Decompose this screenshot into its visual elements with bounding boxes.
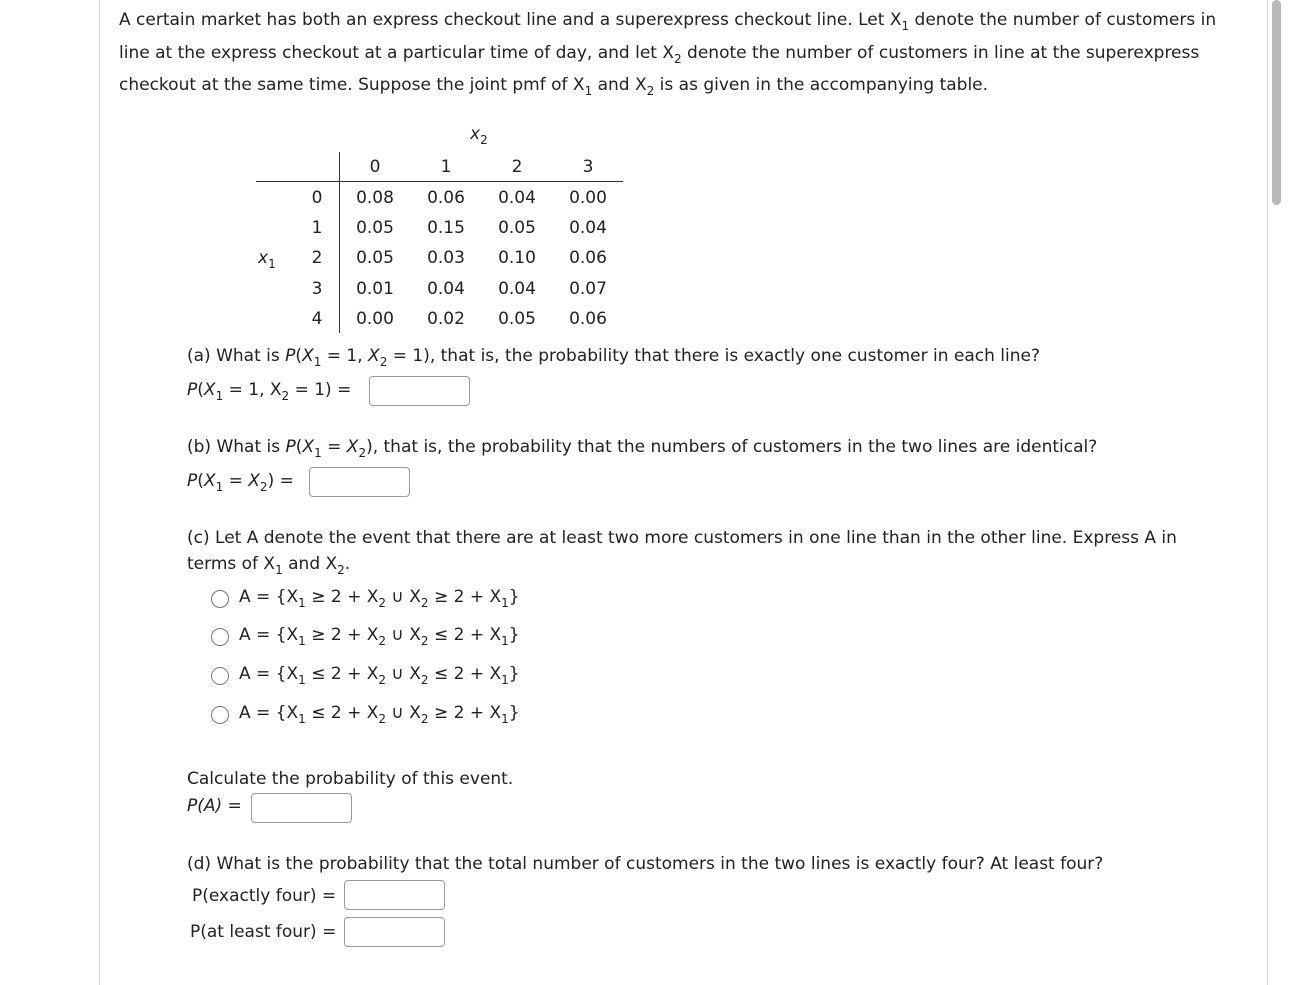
table-cell: 0.10 [498, 248, 536, 268]
table-cell: 0.04 [498, 279, 536, 299]
row-variable-label: $x_1$ [258, 248, 276, 271]
part-a-question: (a) What is $P(X_1 = 1$, $X_2 = 1$), that is, the probability that there is exactly one customer in each line? [187, 346, 1040, 369]
part-d-atleast-label: P(at least four) = [190, 922, 337, 942]
part-d-exact-input[interactable] [344, 880, 445, 910]
row-header: 1 [311, 218, 323, 238]
table-cell: 0.06 [569, 309, 607, 329]
part-c-answer-label: P(A) = [187, 796, 242, 816]
part-d-atleast-input[interactable] [344, 917, 445, 947]
col-header: 3 [582, 157, 594, 177]
col-header: 0 [369, 157, 381, 177]
row-header: 0 [311, 188, 323, 208]
radio-button[interactable] [211, 667, 229, 685]
col-header: 1 [440, 157, 452, 177]
table-header-rule [256, 181, 623, 182]
part-c-calc-label: Calculate the probability of this event. [187, 769, 514, 789]
row-header: 4 [311, 309, 323, 329]
intro-line-2: line at the express checkout at a particular time of day, and let $X_2$ denote the number of customers in line at the superexpress [119, 42, 1200, 66]
radio-button[interactable] [211, 706, 229, 724]
table-cell: 0.05 [498, 218, 536, 238]
table-cell: 0.00 [356, 309, 394, 329]
part-d-exact-label: P(exactly four) = [192, 886, 337, 906]
table-cell: 0.07 [569, 279, 607, 299]
option-label: $A = \{X_1 \ge 2 + X_2$ ∪ $X_2 \ge 2 + X_1$} [239, 587, 520, 610]
table-cell: 0.01 [356, 279, 394, 299]
content-border-left [99, 0, 100, 985]
option-label: $A = \{X_1 \le 2 + X_2$ ∪ $X_2 \le 2 + X_1$} [239, 664, 520, 687]
row-header: 2 [311, 248, 323, 268]
part-c-answer-input[interactable] [251, 793, 352, 823]
part-b-answer-input[interactable] [309, 467, 410, 497]
part-a-answer-label: $P(X_1 = 1$, $X_2 = 1$) = [187, 380, 352, 403]
table-cell: 0.00 [569, 188, 607, 208]
table-row-rule [339, 152, 340, 333]
row-header: 3 [311, 279, 323, 299]
part-b-question: (b) What is $P(X_1 = X_2)$, that is, the probability that the numbers of customers in the two lines are identical? [187, 437, 1098, 460]
radio-button[interactable] [211, 590, 229, 608]
table-cell: 0.06 [569, 248, 607, 268]
radio-button[interactable] [211, 628, 229, 646]
table-cell: 0.05 [356, 218, 394, 238]
table-cell: 0.04 [427, 279, 465, 299]
col-variable-label: $x_2$ [470, 124, 488, 147]
table-cell: 0.15 [427, 218, 465, 238]
table-cell: 0.05 [498, 309, 536, 329]
table-cell: 0.02 [427, 309, 465, 329]
part-c-question-line-1: (c) Let A denote the event that there are at least two more customers in one line than in the other line. Express A in [187, 528, 1177, 548]
part-c-question-line-2: terms of $X_1$ and $X_2$. [187, 554, 351, 577]
problem-intro [119, 4, 1254, 102]
table-cell: 0.03 [427, 248, 465, 268]
intro-line-1: A certain market has both an express checkout line and a superexpress checkout line. Let $X_1$ denote the number of customers in [119, 10, 1217, 33]
content-border-right [1267, 0, 1268, 985]
part-b-answer-label: $P(X_1 = X_2)$ = [187, 471, 294, 494]
table-cell: 0.06 [427, 188, 465, 208]
part-d-question: (d) What is the probability that the total number of customers in the two lines is exactly four? At least four? [187, 854, 1104, 874]
table-cell: 0.04 [569, 218, 607, 238]
table-cell: 0.05 [356, 248, 394, 268]
scrollbar-thumb[interactable] [1272, 0, 1281, 205]
table-cell: 0.08 [356, 188, 394, 208]
table-cell: 0.04 [498, 188, 536, 208]
option-label: $A = \{X_1 \le 2 + X_2$ ∪ $X_2 \ge 2 + X_1$} [239, 703, 520, 726]
col-header: 2 [511, 157, 523, 177]
option-label: $A = \{X_1 \ge 2 + X_2$ ∪ $X_2 \le 2 + X_1$} [239, 625, 520, 648]
intro-line-3: checkout at the same time. Suppose the joint pmf of $X_1$ and $X_2$ is as given in the accompanying table. [119, 75, 989, 98]
part-a-answer-input[interactable] [369, 376, 470, 406]
